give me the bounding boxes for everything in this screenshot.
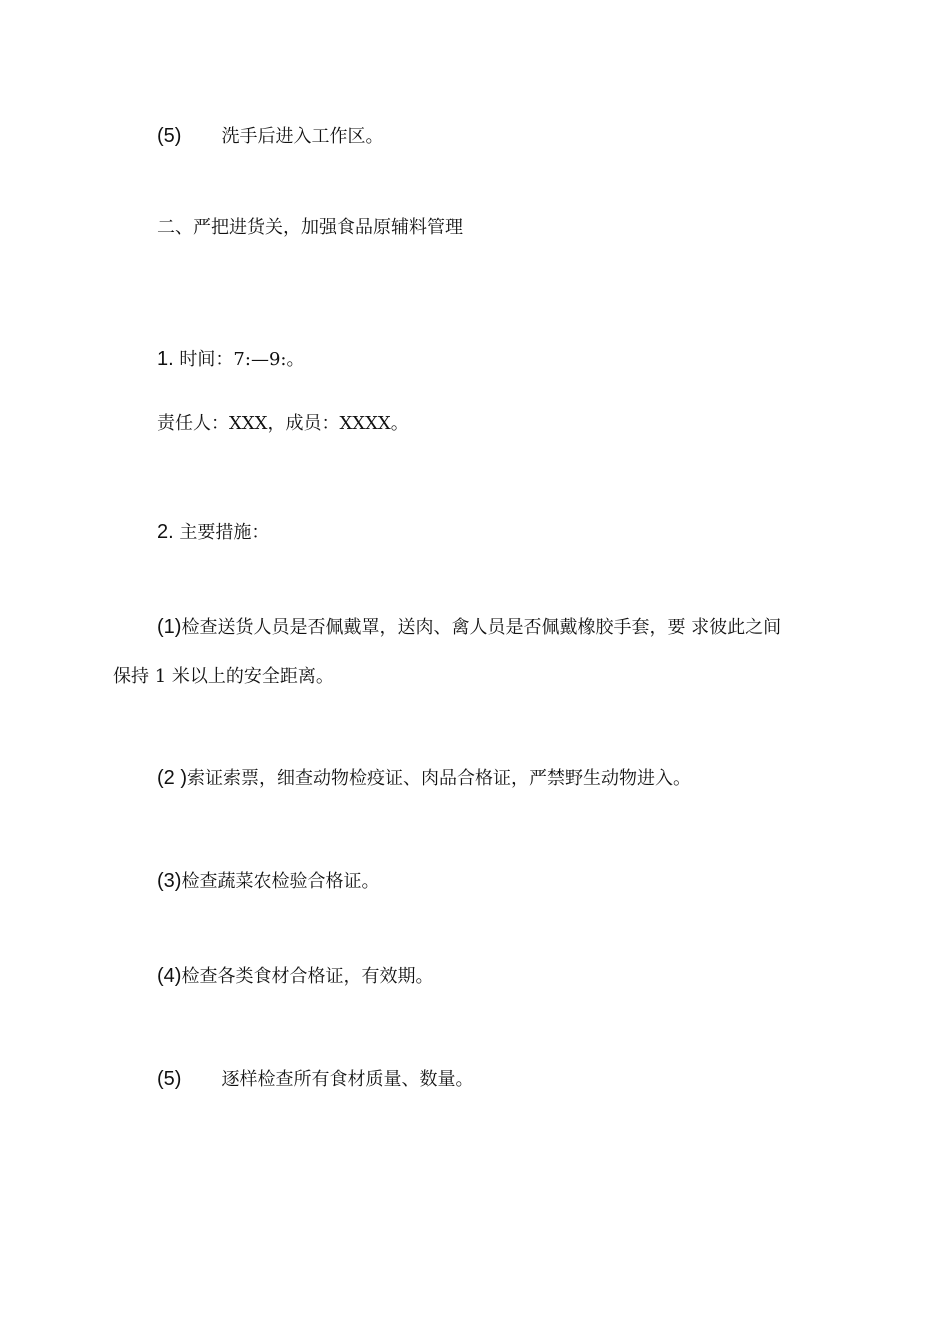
paragraph-measure-4 bbox=[157, 964, 433, 989]
section-heading-text: 二、严把进货关，加强食品原辅料管理 bbox=[157, 217, 463, 238]
item-number: (5) bbox=[157, 125, 182, 147]
paragraph-text: 主要措施： bbox=[179, 522, 270, 543]
paragraph-measure-1 bbox=[157, 615, 781, 640]
paragraph-measure-3 bbox=[157, 869, 379, 894]
paragraph-text: 洗手后进入工作区。 bbox=[221, 126, 384, 147]
paragraph-text: 索证索票，细查动物检疫证、肉品合格证，严禁野生动物进入。 bbox=[187, 768, 691, 789]
item-number: (2 ) bbox=[157, 767, 187, 789]
paragraph-text: 时间：7:—9:。 bbox=[179, 349, 305, 370]
section-heading bbox=[157, 216, 463, 240]
item-number: 1. bbox=[157, 348, 174, 370]
paragraph-measure-1-continued bbox=[113, 665, 334, 689]
paragraph-step-5-wash-hands bbox=[157, 124, 383, 149]
item-number: (1) bbox=[157, 616, 182, 638]
paragraph-measure-5 bbox=[157, 1067, 473, 1092]
paragraph-text: 检查各类食材合格证，有效期。 bbox=[181, 966, 434, 987]
paragraph-text: 逐样检查所有食材质量、数量。 bbox=[221, 1069, 474, 1090]
paragraph-measure-2 bbox=[157, 766, 691, 791]
paragraph-text: 责任人：XXX，成员：XXXX。 bbox=[157, 413, 409, 434]
paragraph-text: 保持 1 米以上的安全距离。 bbox=[113, 666, 334, 687]
item-number: (3) bbox=[157, 870, 182, 892]
paragraph-responsible-person bbox=[157, 412, 409, 436]
paragraph-text: 检查送货人员是否佩戴罩，送肉、禽人员是否佩戴橡胶手套，要 求彼此之间 bbox=[181, 617, 782, 638]
item-number: (4) bbox=[157, 965, 182, 987]
paragraph-time bbox=[157, 347, 304, 372]
paragraph-text: 检查蔬菜农检验合格证。 bbox=[181, 871, 380, 892]
item-number: (5) bbox=[157, 1068, 182, 1090]
item-number: 2. bbox=[157, 521, 174, 543]
paragraph-main-measures bbox=[157, 520, 269, 545]
